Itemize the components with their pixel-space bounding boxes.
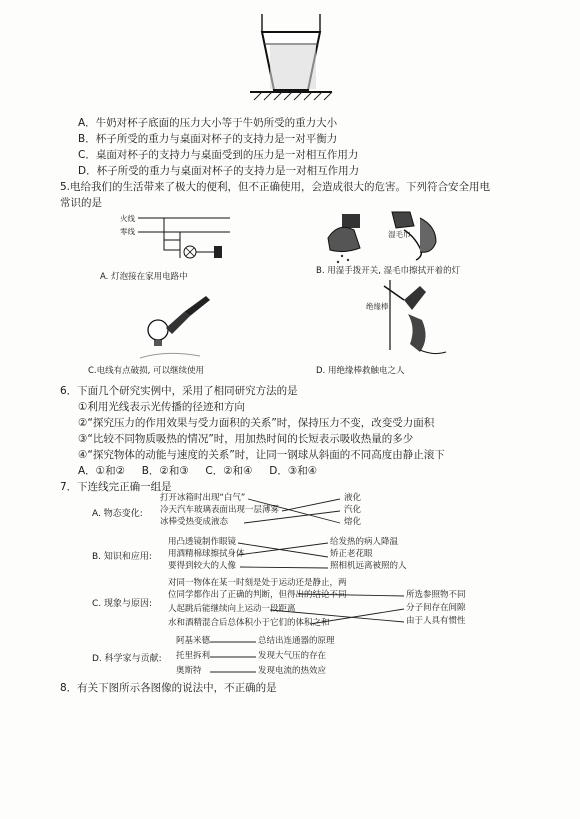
- q7-c-left-4: 水和酒精混合后总体积小于它们的体积之和: [168, 618, 330, 628]
- label-neutral-wire: 零线: [120, 227, 135, 236]
- label-wet-towel: 湿毛巾: [388, 230, 411, 239]
- q7-b-right-2: 矫正老花眼: [330, 549, 373, 559]
- q6-item-3: ③“比较不同物质吸热的情况”时，用加热时间的长短表示吸收热量的多少: [78, 433, 414, 445]
- q7-a-right-2: 汽化: [344, 505, 362, 515]
- q7-d-left-3: 奥斯特: [176, 666, 202, 676]
- q7-a-category: A. 物态变化:: [92, 509, 143, 519]
- q5-caption-c: C.电线有点破损, 可以继续使用: [88, 366, 205, 376]
- q6-options: A．①和② B．②和③ C．②和④ D．③和④: [78, 465, 318, 477]
- q7-a-left-1: 打开冰箱时出现“白气”: [160, 493, 246, 503]
- q7-a-right-1: 液化: [344, 493, 362, 503]
- q7-a-left-3: 冰棒受热变成液态: [160, 517, 229, 527]
- q7-d-left-2: 托里拆利: [176, 651, 211, 661]
- q7-d-left-1: 阿基米德: [176, 636, 211, 646]
- q7-c-right-1: 所选参照物不同: [406, 590, 466, 600]
- q5-caption-b: B. 用湿手拨开关, 湿毛巾擦拭开着的灯: [316, 266, 461, 276]
- q7-b-category: B. 知识和应用:: [92, 552, 152, 562]
- q7-b-right-1: 给发热的病人降温: [330, 537, 399, 547]
- q7-c-left-2: 位同学都作出了正确的判断，但得出的结论不同: [168, 590, 347, 600]
- q7-d-category: D. 科学家与贡献:: [92, 654, 162, 664]
- q7-b-left-3: 要得到较大的人像: [168, 561, 237, 571]
- figure-b-wet-hand: [320, 208, 450, 268]
- q7-c-left-1: 对同一物体在某一时刻是处于运动还是静止，两: [168, 578, 347, 588]
- q6-item-4: ④“探究物体的动能与速度的关系”时，让同一钢球从斜面的不同高度由静止滚下: [78, 449, 445, 461]
- q4-option-d: D．杯子所受的重力与桌面对杯子的支持力是一对相互作用力: [78, 165, 360, 177]
- figure-d-insulated-rod: [360, 280, 480, 370]
- figure-a-circuit: [120, 208, 240, 268]
- q7-b-left-2: 用酒精棉球擦拭身体: [168, 549, 245, 559]
- label-insulated-rod: 绝缘棒: [366, 302, 389, 311]
- q5-stem-line2: 常识的是: [60, 197, 102, 209]
- q7-c-right-3: 由于人具有惯性: [406, 616, 466, 626]
- q4-option-b: B．杯子所受的重力与桌面对杯子的支持力是一对平衡力: [78, 133, 338, 145]
- q7-a-left-2: 冷天汽车玻璃表面出现一层薄雾: [160, 505, 280, 515]
- q6-item-1: ①利用光线表示光传播的径迹和方向: [78, 401, 245, 413]
- q7-stem: 7．下连线完正确一组是: [60, 481, 172, 493]
- q6-item-2: ②“探究压力的作用效果与受力面积的关系”时，保持压力不变，改变受力面积: [78, 417, 435, 429]
- q5-caption-a: A. 灯泡接在家用电路中: [100, 272, 188, 282]
- cup-on-table-figure: [0, 0, 580, 110]
- q4-option-c: C．桌面对杯子的支持力与桌面受到的压力是一对相互作用力: [78, 149, 359, 161]
- q6-stem: 6．下面几个研究实例中，采用了相同研究方法的是: [60, 385, 298, 397]
- q4-option-a: A．牛奶对杯子底面的压力大小等于牛奶所受的重力大小: [78, 117, 338, 129]
- q5-caption-d: D. 用绝缘棒救触电之人: [316, 366, 405, 376]
- q7-d-right-1: 总结出连通器的原理: [258, 636, 335, 646]
- q7-b-right-3: 照相机远离被照的人: [330, 561, 407, 571]
- q8-stem: 8．有关下图所示各图像的说法中，不正确的是: [60, 682, 277, 694]
- q7-a-right-3: 熔化: [344, 517, 362, 527]
- q7-d-right-2: 发现大气压的存在: [258, 651, 327, 661]
- q7-c-left-3: 人起跳后能继续向上运动一段距离: [168, 604, 296, 614]
- label-fire-wire: 火线: [120, 214, 135, 223]
- q5-stem-line1: 5.电给我们的生活带来了极大的便利，但不正确使用，会造成很大的危害。下列符合安全用电: [60, 181, 491, 193]
- q7-c-right-2: 分子间存在间隙: [406, 603, 466, 613]
- q7-c-category: C. 现象与原因:: [92, 599, 153, 609]
- q7-d-right-3: 发现电流的热效应: [258, 666, 327, 676]
- figure-c-damaged-wire: [110, 290, 230, 365]
- q7-b-left-1: 用凸透镜制作眼镜: [168, 537, 237, 547]
